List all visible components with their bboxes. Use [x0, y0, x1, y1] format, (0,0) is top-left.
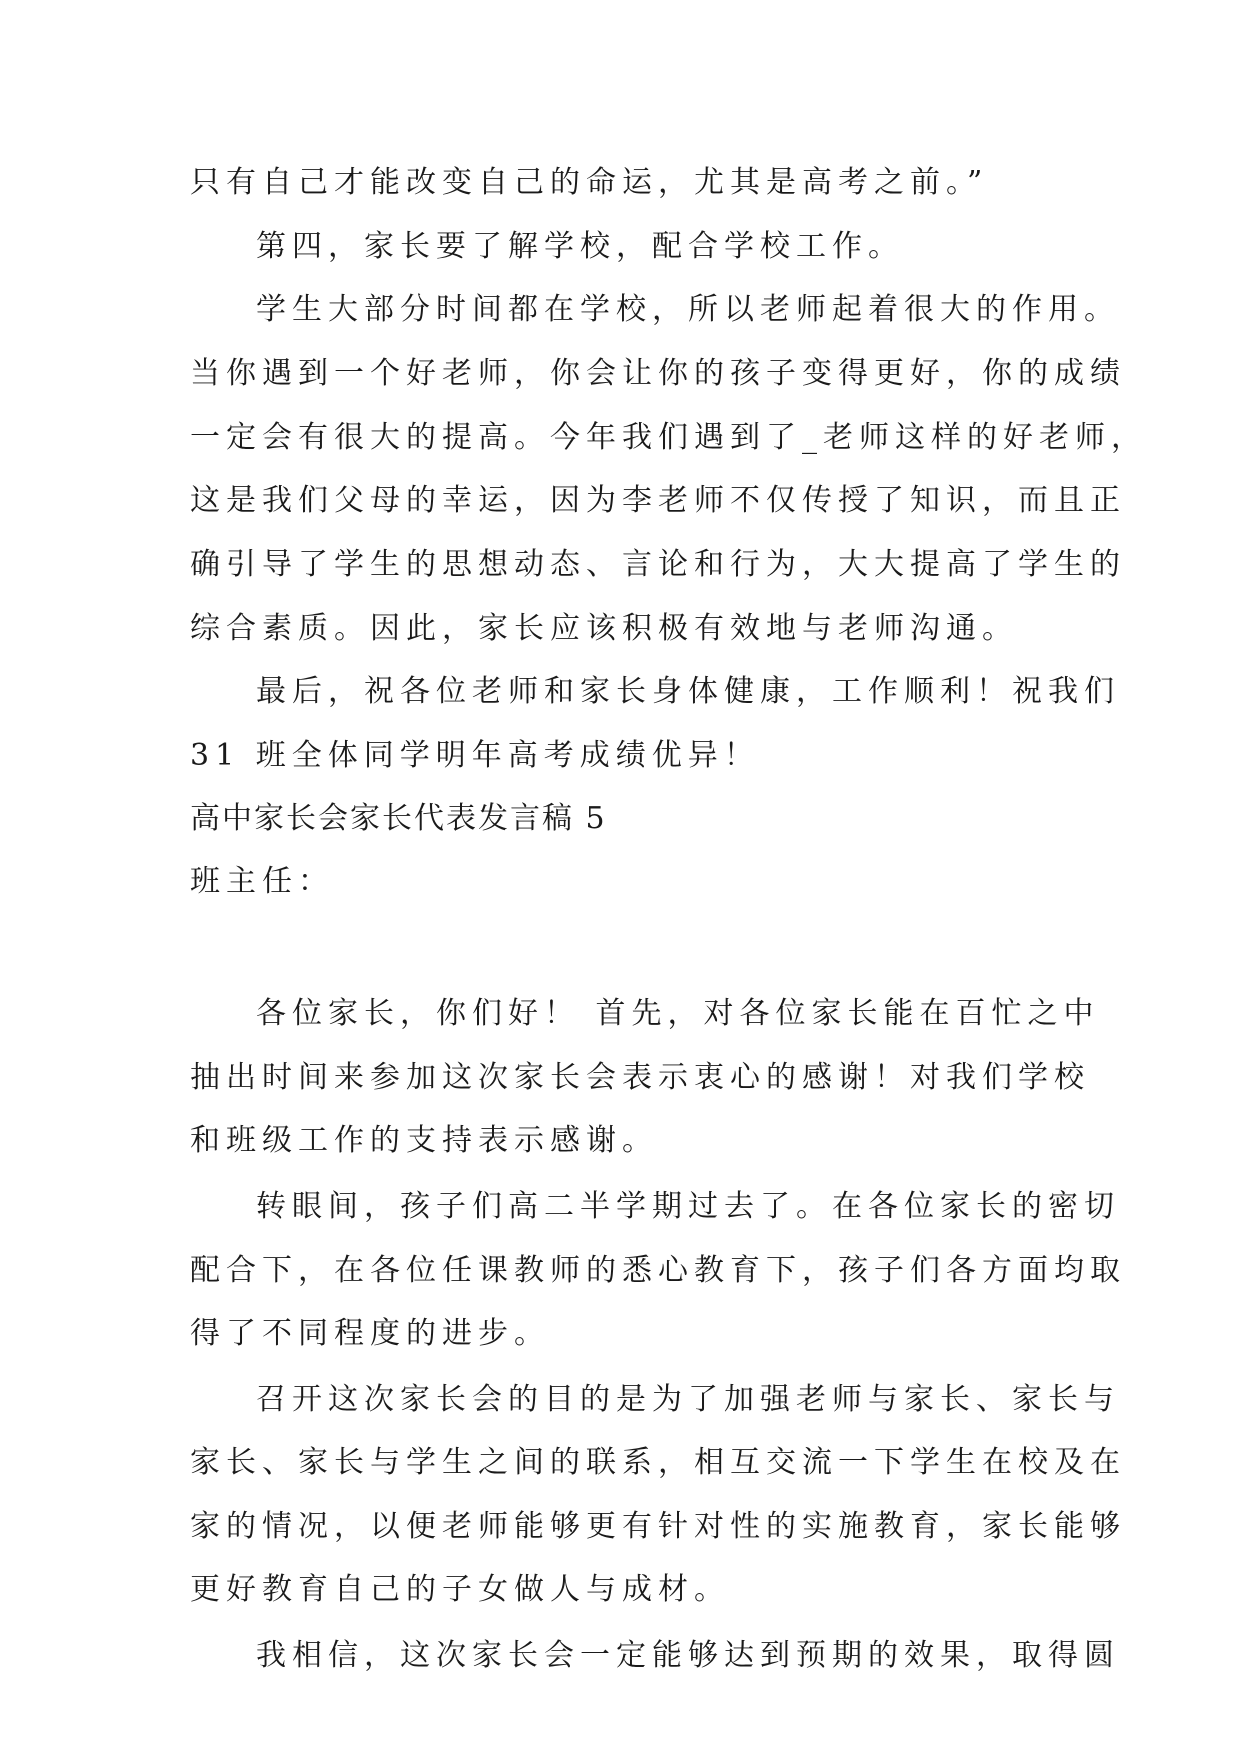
- text-line: 31 班全体同学明年高考成绩优异！: [190, 738, 760, 773]
- text-line: 这是我们父母的幸运，因为李老师不仅传授了知识，而且正: [190, 483, 1126, 518]
- text-line: 转眼间，孩子们高二半学期过去了。在各位家长的密切: [256, 1189, 1120, 1224]
- text-line: 一定会有很大的提高。今年我们遇到了_老师这样的好老师，: [190, 420, 1147, 455]
- section-heading: 高中家长会家长代表发言稿 5: [190, 801, 607, 836]
- text-line: 学生大部分时间都在学校，所以老师起着很大的作用。: [256, 292, 1120, 327]
- text-line: 确引导了学生的思想动态、言论和行为，大大提高了学生的: [190, 547, 1126, 582]
- text-line: 召开这次家长会的目的是为了加强老师与家长、家长与: [256, 1382, 1120, 1417]
- text-line: 当你遇到一个好老师，你会让你的孩子变得更好，你的成绩: [190, 356, 1126, 391]
- text-line: 抽出时间来参加这次家长会表示衷心的感谢！对我们学校: [190, 1060, 1090, 1095]
- text-line: 和班级工作的支持表示感谢。: [190, 1123, 658, 1158]
- text-line: 我相信，这次家长会一定能够达到预期的效果，取得圆: [256, 1638, 1120, 1673]
- text-line: 各位家长，你们好！ 首先，对各位家长能在百忙之中: [256, 996, 1100, 1031]
- text-line: 配合下，在各位任课教师的悉心教育下，孩子们各方面均取: [190, 1253, 1126, 1288]
- text-line: 只有自己才能改变自己的命运，尤其是高考之前。”: [190, 165, 989, 200]
- text-line: 综合素质。因此，家长应该积极有效地与老师沟通。: [190, 611, 1018, 646]
- text-line: 得了不同程度的进步。: [190, 1316, 550, 1351]
- text-line: 更好教育自己的子女做人与成材。: [190, 1572, 730, 1607]
- text-line: 最后，祝各位老师和家长身体健康，工作顺利！祝我们: [256, 674, 1120, 709]
- text-line: 第四，家长要了解学校，配合学校工作。: [256, 229, 904, 264]
- salutation: 班主任：: [190, 864, 334, 899]
- text-line: 家的情况，以便老师能够更有针对性的实施教育，家长能够: [190, 1509, 1126, 1544]
- text-line: 家长、家长与学生之间的联系，相互交流一下学生在校及在: [190, 1445, 1126, 1480]
